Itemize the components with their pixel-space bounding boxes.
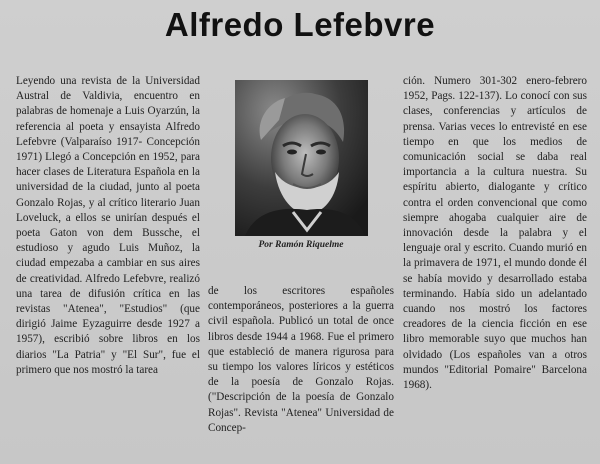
- article-title: Alfredo Lefebvre: [164, 6, 436, 43]
- portrait-image: [235, 80, 368, 236]
- photo-caption: Por Ramón Riquelme: [258, 240, 344, 250]
- article-column-3: ción. Numero 301-302 enero-febrero 1952, Pags. 122-137). Lo conocí con sus clases, conferencias y artículos de prensa. Varias veces lo entrevisté en ese tiempo en que los medios de comunicación social se daba real importancia a la cultura nuestra. Su espíritu abierto, dialogante y crítico contra el orden convencional que como siempre ahogaba cualquier aire de innovación desde la palabra y el lenguaje oral y escrito. Cuando murió en la primavera de 1971, el mundo donde él se había movido y desarrollado estaba terminando. Había sido un adelantado cuando nos mostró los factores creadores de la ciencia ficción en ese libro memorable suyo que muchos han olvidado (Los españoles van a otros mundos "Editorial Pomaire" Barcelona 1968).: [403, 75, 587, 392]
- author-portrait-photo: [235, 80, 368, 236]
- article-column-2: de los escritores españoles contemporáneos, posteriores a la guerra civil española. Publicó un total de once libros desde 1944 a 1968. Fue el primero que estableció de manera rigurosa para su tiempo los valores líricos y estéticos de la poesía de Gonzalo Rojas. ("Descripción de la poesía de Gonzalo Rojas". Revista "Atenea" Universidad de Concep-: [208, 285, 394, 434]
- article-column-1: Leyendo una revista de la Universidad Austral de Valdivia, encuentro en palabras de homenaje a Luis Oyarzún, la referencia al poeta y ensayista Alfredo Lefebvre (Valparaíso 1917- Concepción 1971) Llegó a Concepción en 1952, para hacer clases de Literatura Española en la universidad de la ciudad, junto al poeta Gonzalo Rojas, y al crítico literario Juan Loveluck, a ellos se unirían después el poeta Gaton von dem Bussche, el estudioso y agudo Luis Muñoz, la ciudad empezaba a cambiar en sus aires de creatividad. Alfredo Lefebvre, realizó una tarea de difusión crítica en las revistas "Atenea", "Estudios" (que dirigió Jaime Eyzaguirre desde 1927 a 1957), escribió sobre libros en los diarios "La Patria" y "El Sur", fue el primero que nos mostró la tarea: [16, 75, 200, 376]
